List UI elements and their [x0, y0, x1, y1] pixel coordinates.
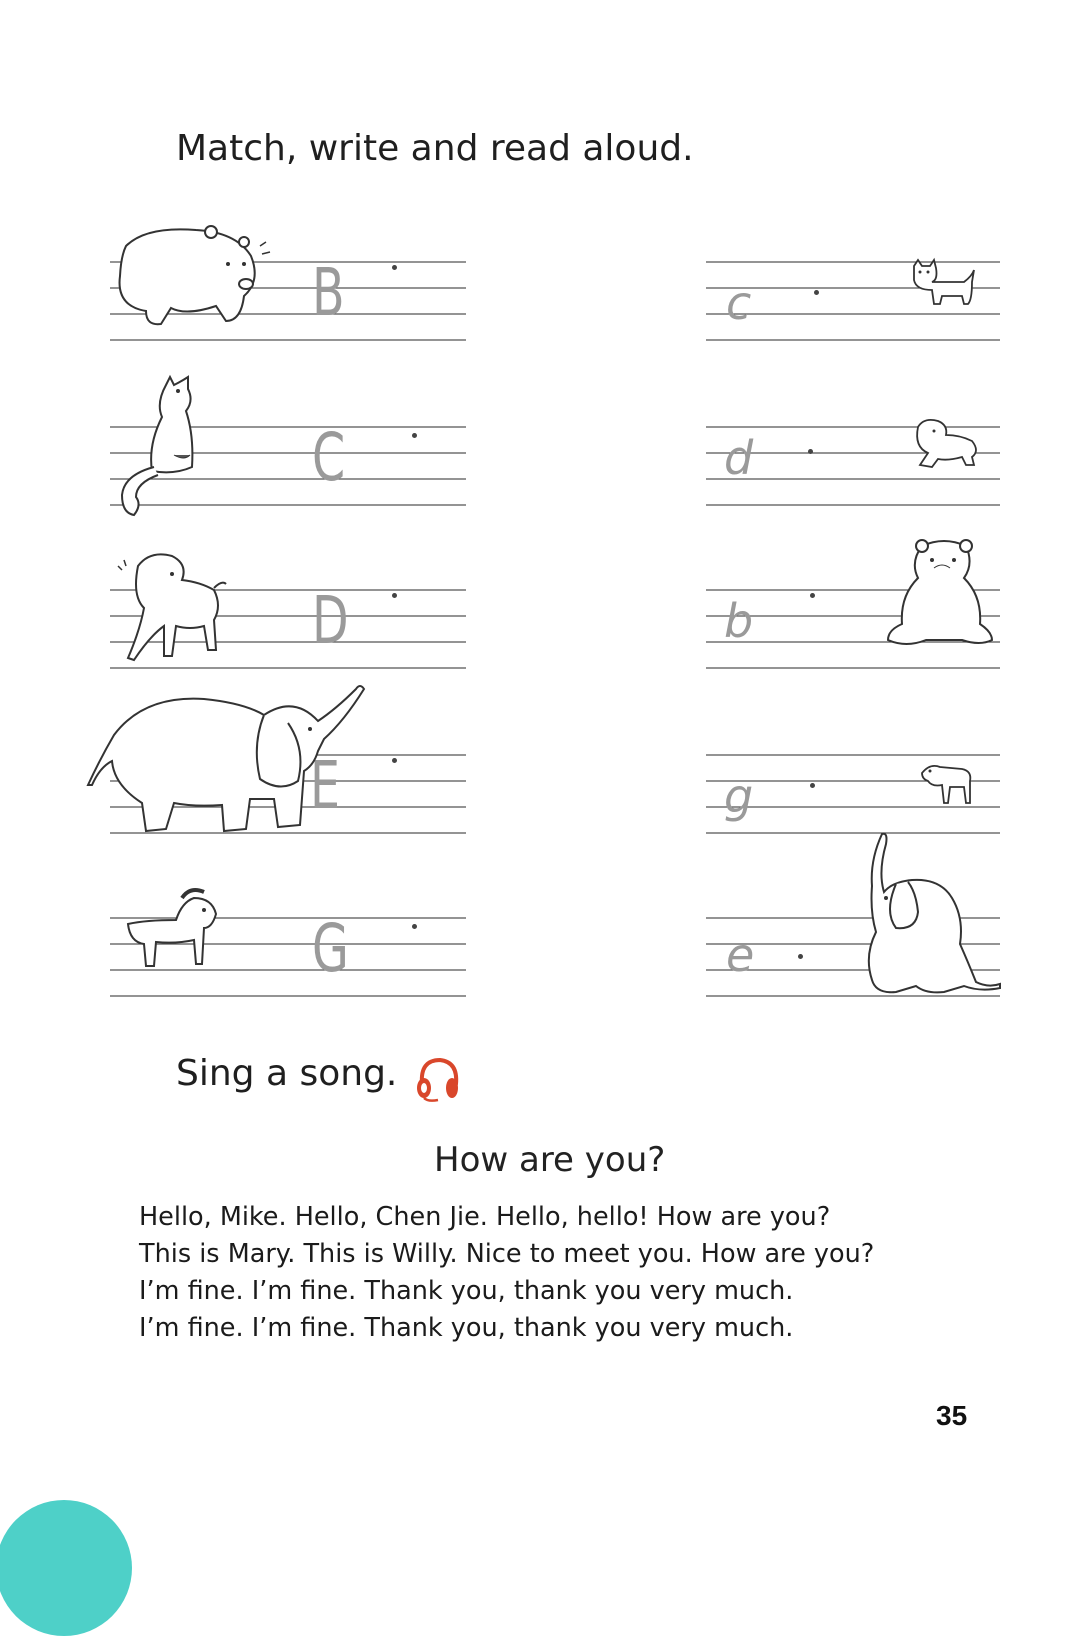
song-heading: Sing a song.	[176, 1053, 398, 1094]
lyric-line: I’m fine. I’m fine. Thank you, thank you very much.	[139, 1313, 794, 1343]
letter-G[interactable]: G	[312, 910, 349, 987]
cat-icon	[906, 260, 978, 310]
match-dot[interactable]	[392, 758, 397, 763]
match-dot[interactable]	[412, 433, 417, 438]
dog-icon	[110, 546, 230, 666]
exercise-title: Match, write and read aloud.	[176, 128, 694, 169]
match-dot[interactable]	[810, 593, 815, 598]
match-dot[interactable]	[392, 593, 397, 598]
match-dot[interactable]	[392, 265, 397, 270]
letter-D[interactable]: D	[312, 582, 349, 659]
left-row-3	[110, 582, 470, 670]
letter-c[interactable]: c	[726, 276, 752, 330]
corner-tab	[0, 1500, 132, 1636]
song-title: How are you?	[434, 1140, 666, 1180]
right-row-4	[706, 755, 1066, 835]
match-dot[interactable]	[808, 449, 813, 454]
lyric-line: This is Mary. This is Willy. Nice to meet you. How are you?	[139, 1239, 875, 1269]
letter-d[interactable]: d	[724, 431, 754, 485]
bear-icon	[116, 226, 276, 336]
song-lyrics	[139, 1199, 1039, 1347]
left-row-4	[110, 747, 470, 835]
dog-icon	[908, 417, 988, 473]
right-row-3	[706, 590, 1066, 670]
left-row-1	[110, 254, 470, 342]
letter-g[interactable]: g	[724, 769, 754, 823]
bear-icon	[882, 536, 1006, 652]
letter-E[interactable]: E	[310, 747, 341, 824]
goat-icon	[116, 884, 236, 994]
lyric-line: I’m fine. I’m fine. Thank you, thank you very much.	[139, 1276, 794, 1306]
letter-b[interactable]: b	[724, 594, 754, 648]
match-dot[interactable]	[412, 924, 417, 929]
cat-icon	[114, 375, 214, 525]
match-dot[interactable]	[810, 783, 815, 788]
match-dot[interactable]	[814, 290, 819, 295]
letter-C[interactable]: C	[312, 419, 346, 496]
lyric-line: Hello, Mike. Hello, Chen Jie. Hello, hello! How are you?	[139, 1202, 831, 1232]
left-row-5	[110, 910, 470, 998]
right-row-5	[706, 918, 1066, 998]
elephant-icon	[856, 832, 1006, 1000]
letter-e[interactable]: e	[726, 928, 755, 982]
headphones-icon[interactable]	[412, 1054, 462, 1104]
elephant-icon	[74, 675, 354, 860]
page-number: 35	[936, 1400, 968, 1431]
right-row-2	[706, 427, 1066, 507]
letter-B[interactable]: B	[312, 254, 345, 331]
right-row-1	[706, 262, 1066, 342]
left-row-2	[110, 419, 470, 507]
match-dot[interactable]	[798, 954, 803, 959]
goat-icon	[918, 759, 980, 807]
